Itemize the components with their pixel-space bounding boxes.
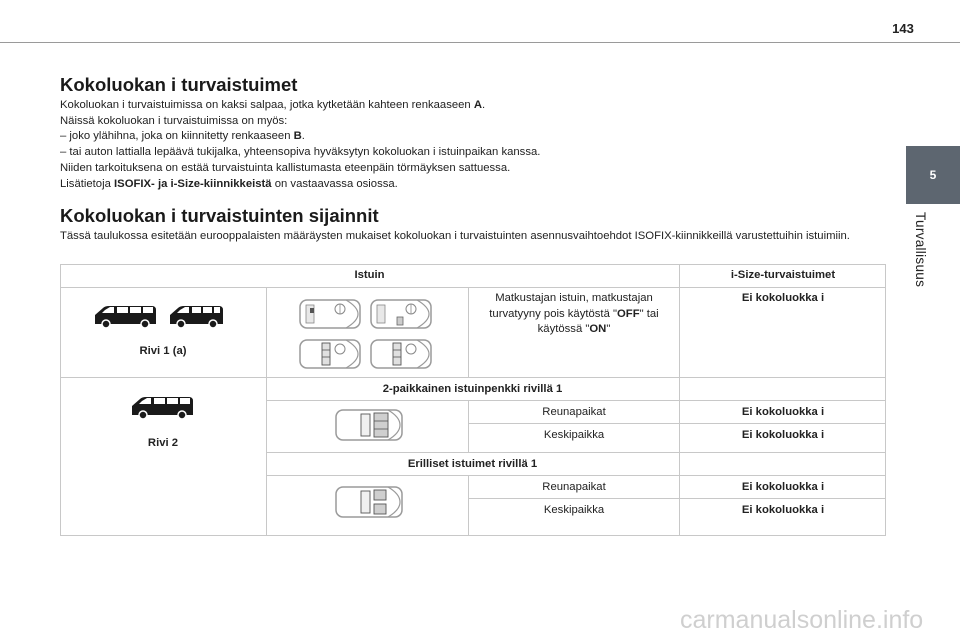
intro-line-4: – tai auton lattialla lepäävä tukijalka, yhteensopiva hyväksytyn kokoluokan i istuinpaikan kanssa. [60, 146, 541, 159]
van-side-icon [167, 304, 225, 333]
row2-group2-position-1: Reunapaikat [542, 481, 606, 493]
row1-value: Ei kokoluokka i [741, 292, 825, 304]
section-intro [60, 98, 880, 192]
table-rule [468, 423, 886, 424]
seat-layout-top-icon [298, 297, 362, 336]
chapter-number: 5 [929, 168, 937, 182]
section-title-locations: Kokoluokan i turvaistuinten sijainnit [60, 205, 379, 226]
chapter-tab[interactable] [906, 146, 960, 204]
table-rule [266, 400, 886, 401]
van-side-icon [92, 304, 158, 333]
row1-description: Matkustajan istuin, matkustajan turvatyyny pois käytöstä "OFF" tai käytössä "ON" [489, 292, 659, 335]
header-rule [0, 42, 960, 43]
row2-group1-title: 2-paikkainen istuinpenkki rivillä 1 [382, 383, 563, 395]
section-title-isize: Kokoluokan i turvaistuimet [60, 74, 298, 95]
table-rule [60, 377, 886, 378]
row2-label: Rivi 2 [147, 437, 179, 449]
row2-group2-position-2: Keskipaikka [543, 504, 605, 516]
header-seat: Istuin [354, 269, 385, 281]
row2-group1-position-1: Reunapaikat [542, 406, 606, 418]
intro-line-1: Kokoluokan i turvaistuimissa on kaksi salpaa, jotka kytketään kahteen renkaaseen A. [60, 99, 486, 111]
intro-line-2: Näissä kokoluokan i turvaistuimissa on myös: [60, 114, 288, 127]
row2-group2-value-1: Ei kokoluokka i [741, 481, 825, 493]
row2-group1-value-2: Ei kokoluokka i [741, 429, 825, 441]
van-side-icon [129, 395, 195, 424]
intro-line-6: Lisätietoja ISOFIX- ja i-Size-kiinnikkeistä on vastaavassa osiossa. [60, 177, 398, 190]
section-locations-text: Tässä taulukossa esitetään eurooppalaisten määräysten mukaiset kokoluokan i turvaistuinten asennusvaihtoehdot ISOFIX-kiinnikkeillä varustettuihin istuimiin. [60, 230, 850, 242]
seat-layout-top-icon [369, 297, 433, 336]
seat-layout-top-icon [298, 337, 362, 376]
table-rule [60, 264, 61, 536]
table-rule [468, 287, 469, 377]
table-rule [60, 264, 886, 265]
table-rule [266, 475, 886, 476]
intro-line-3: – joko ylähihna, joka on kiinnitetty renkaaseen B. [60, 130, 305, 143]
header-isize: i-Size-turvaistuimet [730, 269, 836, 281]
table-rule [468, 498, 886, 499]
table-rule [266, 452, 886, 453]
table-rule [266, 287, 267, 536]
seat-layout-top-icon [334, 484, 404, 525]
intro-line-5: Niiden tarkoituksena on estää turvaistuinta kallistumasta eteenpäin törmäyksen sattuessa. [60, 161, 511, 174]
watermark: carmanualsonline.info [680, 606, 924, 634]
row2-group2-value-2: Ei kokoluokka i [741, 504, 825, 516]
isize-table [60, 264, 886, 536]
page-number: 143 [892, 21, 914, 36]
row2-group1-value-1: Ei kokoluokka i [741, 406, 825, 418]
row2-group2-title: Erilliset istuimet rivillä 1 [407, 458, 538, 470]
row2-group1-position-2: Keskipaikka [543, 429, 605, 441]
seat-layout-top-icon [334, 407, 404, 448]
seat-layout-top-icon [369, 337, 433, 376]
table-rule [60, 287, 886, 288]
table-rule [60, 535, 886, 536]
chapter-title: Turvallisuus [913, 212, 928, 288]
row1-label: Rivi 1 (a) [139, 345, 187, 357]
